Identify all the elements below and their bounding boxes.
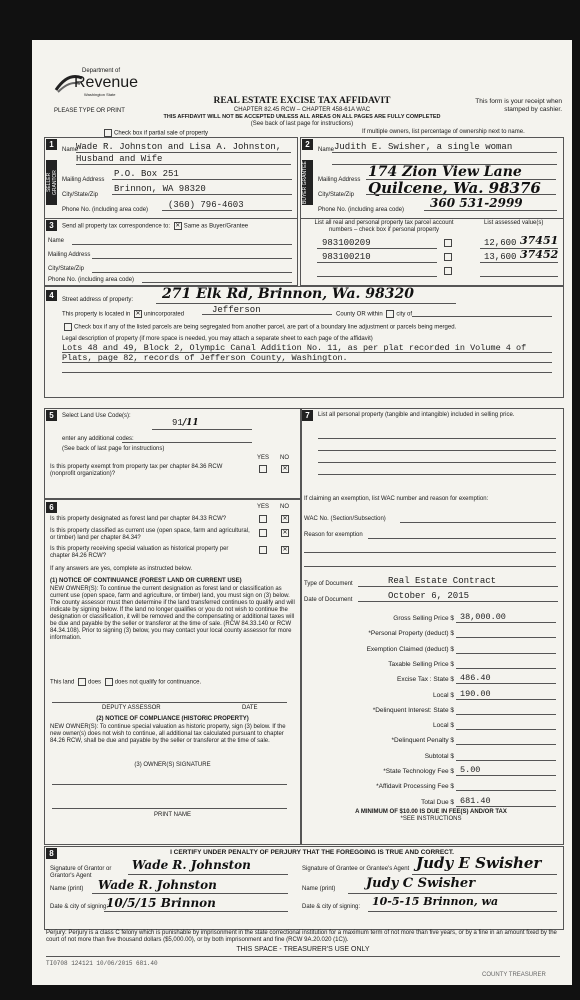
parcel-number-2[interactable]: 983100210 [322,252,371,262]
seller-phone[interactable]: (360) 796-4603 [168,200,244,210]
seller-name[interactable]: Wade R. Johnston and Lisa A. Johnston, [76,142,282,152]
seller-city[interactable]: Brinnon, WA 98320 [114,184,206,194]
tax-row-label: *Delinquent Interest: State $ [372,706,454,714]
form-title: REAL ESTATE EXCISE TAX AFFIDAVIT [213,96,391,106]
tax-row-label: *Affidavit Processing Fee $ [376,783,454,791]
tax-row-label: Local $ [433,722,454,730]
grantee-date-city[interactable]: 10-5-15 Brinnon, wa [372,895,499,908]
tax-row-value[interactable]: 190.00 [460,688,491,699]
qualify-checkboxes[interactable]: This land does does not qualify for continuance. [50,679,202,686]
property-street[interactable]: 271 Elk Rd, Brinnon, Wa. 98320 [162,286,415,302]
tax-row-label: Total Due $ [421,798,454,806]
same-as-buyer-checkbox[interactable]: Send all property tax correspondence to: ✕ Same as Buyer/Grantee [62,223,249,230]
tax-row-value[interactable]: 5.00 [460,765,481,775]
parcel-value-2[interactable]: 13,600 [484,252,517,262]
tax-row-label: Gross Selling Price $ [393,615,454,622]
forest-yes-checkbox[interactable] [257,515,269,524]
revenue-logo: Department of Revenue Washington State [54,68,124,108]
parcel-note-2: 37452 [520,248,559,261]
buyer-phone[interactable]: 360 531-2999 [430,196,523,210]
tax-row-value[interactable]: 486.40 [460,673,491,684]
affidavit-page: Department of Revenue Washington State PLEASE TYPE OR PRINT REAL ESTATE EXCISE TAX AFFIDAVIT CHAPTER 82.45 RCW – CHAPTER 458-61A WAC THIS AFFIDAVIT WILL NOT BE ACCEPTED UNLESS ALL AREAS ON ALL PAGES ARE FULLY COMPLETED (See back of last page for instructions) This form is your receipt when stamped by cashier. Check box if partial sale of property If multiple owners, list percentage of ownership next to name. 1 SELLER GRANTOR Name Wade R. Johnston and Lisa A. Johnston, Husband and Wife Mailing Address P.O. Box 251 City/State/Zip Brinnon, WA 98320 Phone No. (including area code) (360) 796-4603 2 BUYER GRANTEE Name Judith E. Swisher, a single woman Mailing Address 174 Zion View Lane City/State/Zip Quilcene, Wa. 98376 Phone No. (including area code) 360 531-2999 3 Send all property tax correspondence to: ✕ Same as Buyer/Grantee Name Mailing Address City/State/Zip Phone No. (including area code) List all real and personal property tax parcel account numbers – check box if personal property List assessed value(s) 983100209 12,600 37451 983100210 13,600 37452 4 Street address of property: 271 Elk Rd, Brinnon, Wa. 98320 This property is located in ✕ unincorporated Jefferson County OR within city of Check box if any of the listed parcels are being segregated from another parcel, are part of a boundary line adjustment or parcels being merged. Legal description of property (if more space is needed, you may attach a separate sheet to each page of the affidavit) Lots 48 and 49, Block 2, Olympic Canal Addition No. 11, as per plat recorded in Volume 4 of Plats, page 82, records of Jefferson County, Washington. 5 Select Land Use Code(s): 91/11 enter any additional codes: (See back of last page for instructions) YES NO Is this property exempt from property tax per chapter 84.36 RCW (nonprofit organization)? ✕ 6 YES NO Is this property designated as forest land per chapter 84.33 RCW? ✕ Is this property classified as current use (open space, farm and agricultural, or timber) land per chapter 84.34? ✕ Is this property receiving special valuation as historical property per chapter 84.26 RCW? ✕ If any answers are yes, complete as instructed below. (1) NOTICE OF CONTINUANCE (FOREST LAND OR CURRENT USE) NEW OWNER(S): To continue the current designation as forest land or classification as current use (open space, farm and agriculture, or timber) land, you must sign on (3) below. The county assessor must then determine if the land transferred continues to qualify and will indicate by signing below. If the land no longer qualifies or you do not wish to continue the designation or classification, it will be removed and the compensating or additional taxes will be due and payable by the seller or transferor at the time of sale. (RCW 84.33.140 or RCW 84.34.108). Prior to signing (3) below, you may contact your local county assessor for more information. This land does does not qualify for continuance. DEPUTY ASSESSOR DATE (2) NOTICE OF COMPLIANCE (HISTORIC PROPERTY) NEW OWNER(S): To continue special valuation as historic property, sign (3) below. If the new owner(s) does not wish to continue, all additional tax calculated pursuant to chapter 84.26 RCW, shall be due and payable by the seller or transferor at the time of sale. (3) OWNER(S) SIGNATURE PRINT NAME 7 List all personal property (tangible and intangible) included in selling price. If claiming an exemption, list WAC number and reason for exemption: WAC No. (Section/Subsection) Reason for exemption Type of Document Real Estate Contract Date of Document October 6, 2015 Gross Selling Price $ 38,000.00 *Personal Property (deduct) $ Exemption Claimed (deduct) $ Taxable Selling Price $ Excise Tax : State $ 486.40 Local $ 190.00 *Delinquent Interest: State $ Local $ *Delinquent Penalty $ Subtotal $ *State Technology Fee $ 5.00 *Affidavit Processing Fee $ Total Due $ 681.40 A MINIMUM OF $10.00 IS DUE IN FEE(S) AND/OR TAX *SEE INSTRUCTIONS 8 I CERTIFY UNDER PENALTY OF PERJURY THAT THE FOREGOING IS TRUE AND CORRECT. Signature of Grantor or Grantor's Agent Wade R. Johnston Name (print) Wade R. Johnston Date & city of signing: 10/5/15 Brinnon Signature of Grantee or Grantee's Agent Judy E Swisher Name (print) Judy C Swisher Date & city of signing: 10-5-15 Brinnon, wa Perjury: Perjury is a class C felony which is punishable by imprisonment in the state correctional institution for a maximum term of not more than five years, or by a fine in an amount fixed by the court of not more than five thousand dollars ($5,000.00), or by both imprisonment and fine (RCW 9A.20.020 (1C)). THIS SPACE - TREASURER'S USE ONLY TI0708 124121 10/06/2015 681.40 COUNTY TREASURER [32,40,572,985]
exempt-yes-checkbox[interactable] [257,465,269,474]
legal-description[interactable]: Lots 48 and 49, Block 2, Olympic Canal Addition No. 11, as per plat recorded in Volume 4 of Plats, page 82, records of Jefferson County, Washington. [62,343,527,363]
tax-row-label: Excise Tax : State $ [397,676,454,684]
parcel-note-1: 37451 [520,234,559,247]
tax-row-label: *Personal Property (deduct) $ [368,630,454,638]
buyer-mailing[interactable]: 174 Zion View Lane [368,164,522,180]
exempt-no-checkbox[interactable]: ✕ [282,466,288,472]
buyer-city[interactable]: Quilcene, Wa. 98376 [368,179,541,197]
tax-row-label: Local $ [433,691,454,699]
tax-row-label: Subtotal $ [424,752,454,760]
seller-mailing[interactable]: P.O. Box 251 [114,169,179,179]
historic-yes-checkbox[interactable] [257,546,269,555]
grantor-print-name[interactable]: Wade R. Johnston [98,878,217,892]
current-use-yes-checkbox[interactable] [257,529,269,538]
tax-row-value[interactable]: 38,000.00 [460,612,506,622]
grantor-signature[interactable]: Wade R. Johnston [132,858,251,872]
grantee-print-name[interactable]: Judy C Swisher [366,876,476,891]
parcel-1-personal-checkbox[interactable] [442,239,454,248]
unincorporated-checkbox[interactable]: This property is located in ✕ unincorporated [62,311,185,318]
document-type[interactable]: Real Estate Contract [388,576,497,586]
parcel-value-1[interactable]: 12,600 [484,238,517,248]
current-use-no-checkbox[interactable]: ✕ [282,530,288,536]
segregated-checkbox[interactable]: Check box if any of the listed parcels are being segregated from another parcel, are part of a boundary line adjustment or parcels being merged. [62,323,542,332]
partial-sale-checkbox[interactable]: Check box if partial sale of property [102,129,208,138]
grantee-signature[interactable]: Judy E Swisher [416,854,542,872]
document-date[interactable]: October 6, 2015 [388,591,470,601]
tax-row-label: Exemption Claimed (deduct) $ [366,645,454,653]
property-county[interactable]: Jefferson [212,305,261,315]
tax-row-label: Taxable Selling Price $ [388,660,454,668]
parcel-2-personal-checkbox[interactable] [442,253,454,262]
grantor-date-city[interactable]: 10/5/15 Brinnon [106,896,216,910]
tax-row-value[interactable]: 681.40 [460,795,491,806]
seller-name-line2[interactable]: Husband and Wife [76,154,163,164]
tax-row-label: *State Technology Fee $ [383,768,454,775]
treasurer-stamp: TI0708 124121 10/06/2015 681.40 [46,960,158,967]
historic-no-checkbox[interactable]: ✕ [282,547,288,553]
tax-row-label: *Delinquent Penalty $ [391,737,454,745]
parcel-number-1[interactable]: 983100209 [322,238,371,248]
land-use-code[interactable]: 91/11 [172,418,199,428]
forest-no-checkbox[interactable]: ✕ [282,516,288,522]
buyer-name[interactable]: Judith E. Swisher, a single woman [334,142,513,152]
